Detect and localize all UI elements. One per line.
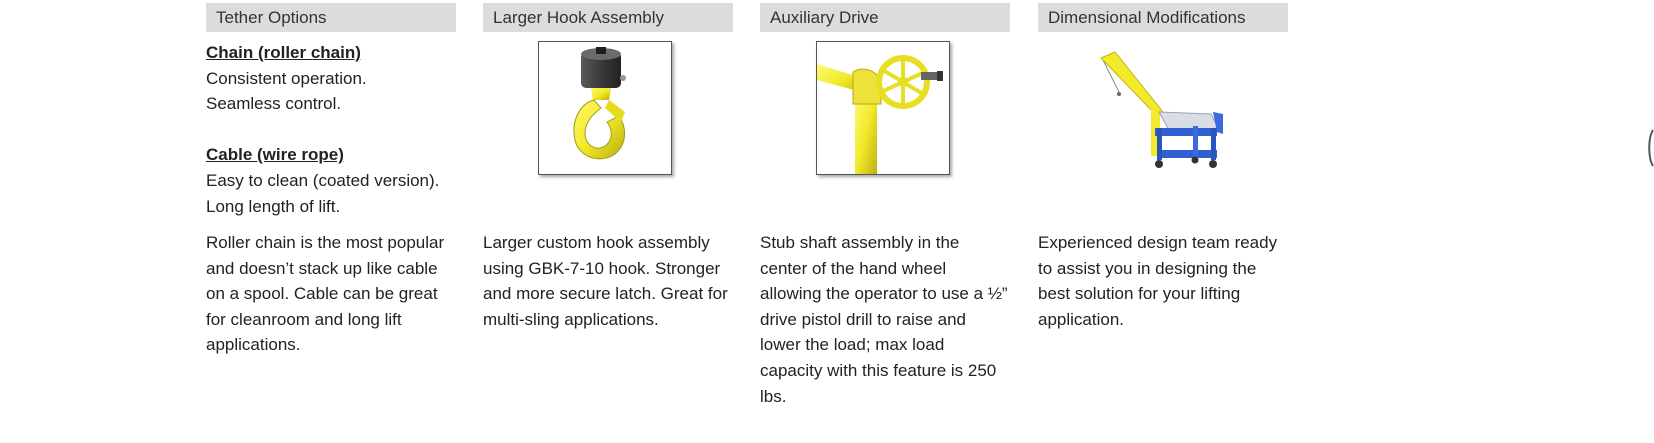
description-line: drive pistol drill to raise and xyxy=(760,309,966,329)
partial-edge-graphic xyxy=(1644,128,1654,168)
hook-assembly-header: Larger Hook Assembly xyxy=(483,3,733,32)
description-line: and more secure latch. Great for xyxy=(483,284,728,304)
description-line: Larger custom hook assembly xyxy=(483,233,710,252)
description-line: lbs. xyxy=(760,386,787,406)
cable-option-line: Easy to clean (coated version). xyxy=(206,170,440,190)
description-line: application. xyxy=(1038,309,1125,329)
tether-options-header: Tether Options xyxy=(206,3,456,32)
dimensional-modifications-header: Dimensional Modifications xyxy=(1038,3,1288,32)
hook-assembly-description xyxy=(483,230,733,332)
description-line: Experienced design team ready xyxy=(1038,233,1278,252)
cable-option-line: Long length of lift. xyxy=(206,196,341,216)
tether-options-column xyxy=(206,3,456,355)
description-line: best solution for your lifting xyxy=(1038,284,1241,304)
chain-option-line: Consistent operation. xyxy=(206,68,367,88)
description-line: capacity with this feature is 250 xyxy=(760,360,997,380)
description-line: lower the load; max load xyxy=(760,335,945,355)
description-line: Stub shaft assembly in the xyxy=(760,233,960,252)
description-line: for cleanroom and long lift xyxy=(206,309,402,329)
hook-assembly-image xyxy=(538,41,672,175)
dimensional-modifications-column xyxy=(1038,3,1288,329)
auxiliary-drive-column xyxy=(760,3,1010,406)
description-line: multi-sling applications. xyxy=(483,309,659,329)
cart-crane-image xyxy=(1093,48,1243,178)
auxiliary-drive-header: Auxiliary Drive xyxy=(760,3,1010,32)
auxiliary-drive-description xyxy=(760,230,1010,409)
cable-option-title: Cable (wire rope) xyxy=(206,145,344,165)
description-line: center of the hand wheel xyxy=(760,258,947,278)
tether-options-description xyxy=(206,230,456,358)
chain-option-title: Chain (roller chain) xyxy=(206,43,361,62)
description-line: Roller chain is the most popular xyxy=(206,233,445,252)
description-line: on a spool. Cable can be great xyxy=(206,284,438,304)
hook-assembly-column xyxy=(483,3,733,329)
chain-option-line: Seamless control. xyxy=(206,94,342,114)
description-line: using GBK-7-10 hook. Stronger xyxy=(483,258,721,278)
description-line: allowing the operator to use a ½” xyxy=(760,284,1008,304)
description-line: to assist you in designing the xyxy=(1038,258,1257,278)
description-line: applications. xyxy=(206,335,301,355)
dimensional-modifications-description xyxy=(1038,230,1288,332)
description-line: and doesn’t stack up like cable xyxy=(206,258,438,278)
tether-options-list xyxy=(206,40,456,219)
hand-wheel-drive-image xyxy=(816,41,950,175)
